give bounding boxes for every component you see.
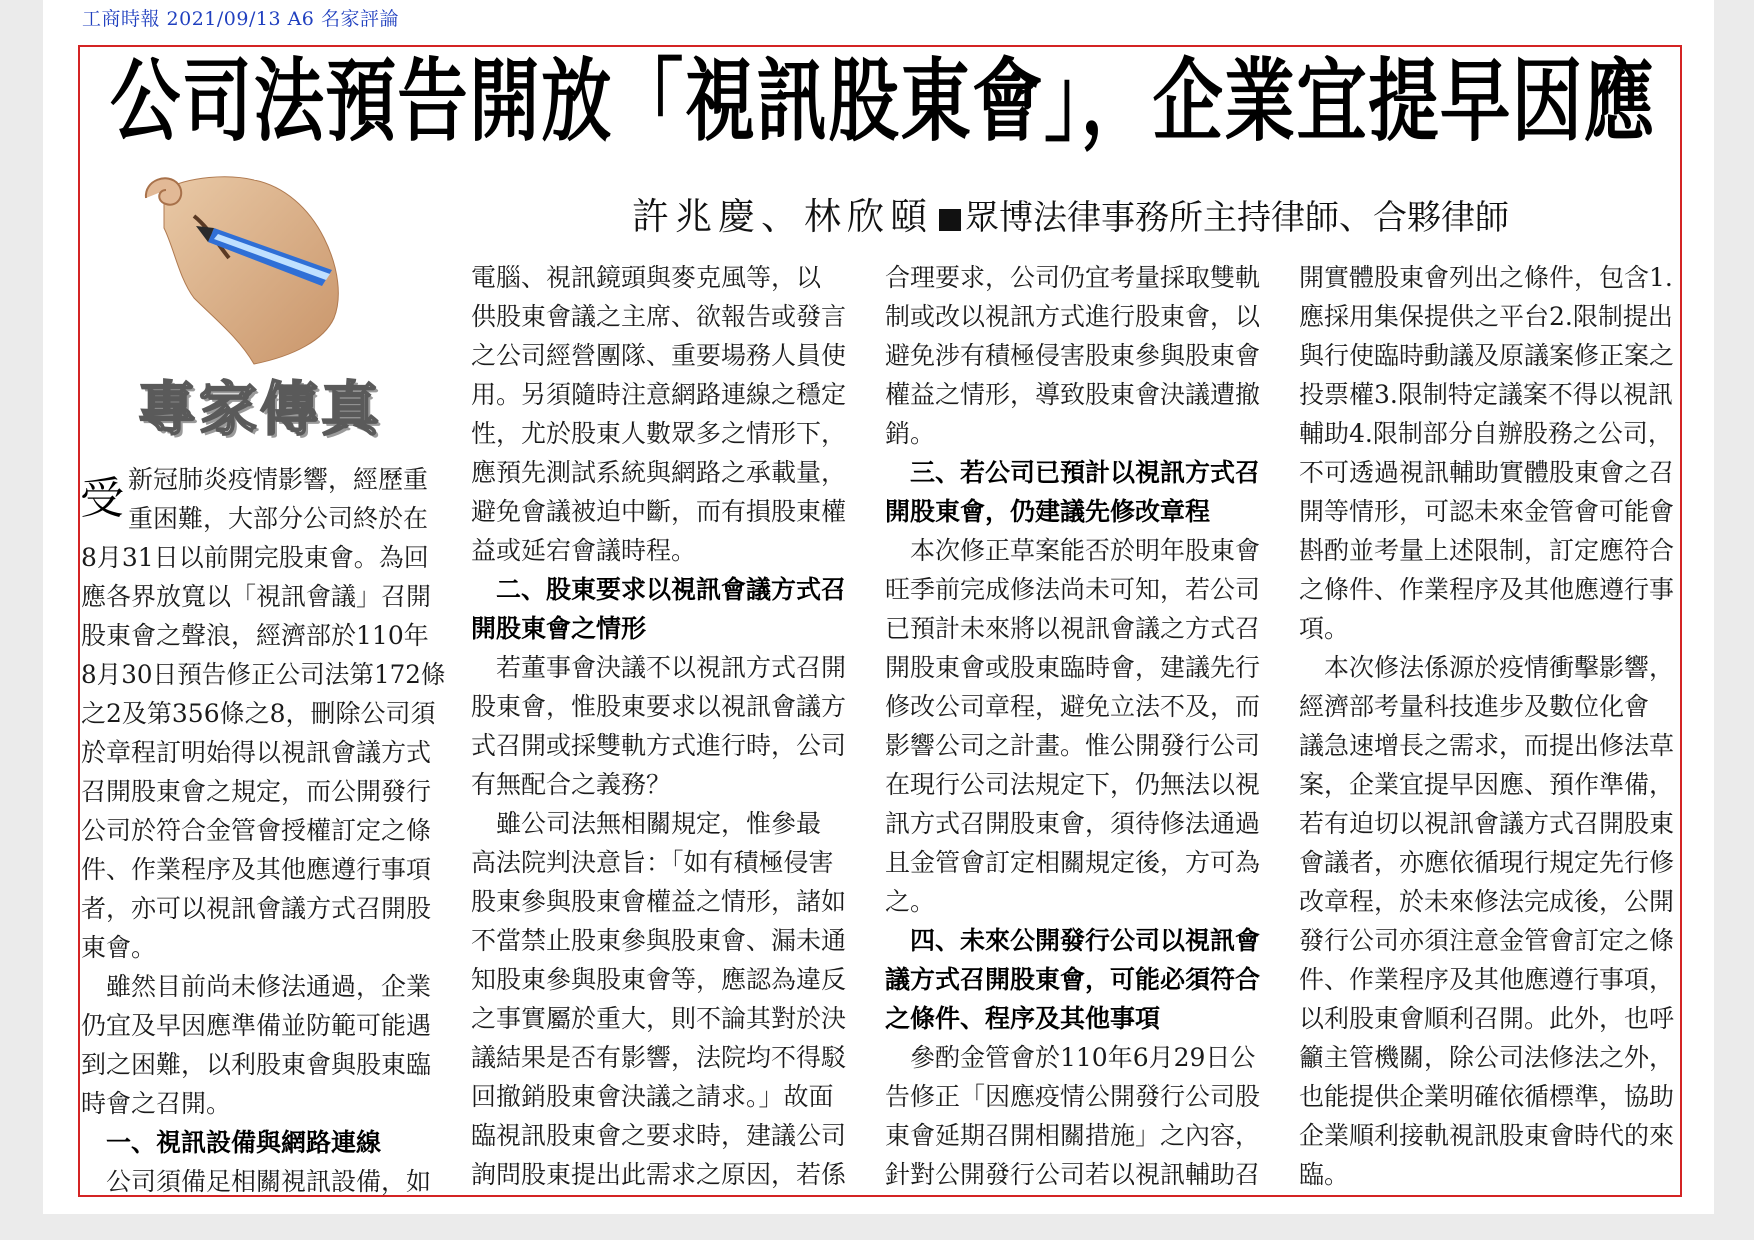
text-line: 開等情形，可認未來金管會可能會 (1299, 497, 1675, 526)
right-gutter (1714, 0, 1754, 1240)
text-line: 電腦、視訊鏡頭與麥克風等，以 (471, 263, 822, 292)
text-line: 制或改以視訊方式進行股東會，以 (885, 302, 1261, 331)
text-line: 以利股東會順利召開。此外，也呼 (1299, 1004, 1675, 1033)
text-line: 籲主管機關，除公司法修法之外， (1299, 1043, 1675, 1072)
text-line: 雖公司法無相關規定，惟參最 (471, 809, 822, 838)
text-line: 議結果是否有影響，法院均不得駁 (471, 1043, 847, 1072)
text-line: 發行公司亦須注意金管會訂定之條 (1299, 926, 1675, 955)
text-line: 於章程訂明始得以視訊會議方式 (81, 738, 432, 767)
text-line: 參酌金管會於110年6月29日公 (885, 1043, 1256, 1072)
text-line: 東會延期召開相關措施」之內容， (885, 1121, 1261, 1150)
text-line: 改章程，於未來修法完成後，公開 (1299, 887, 1675, 916)
text-line: 若董事會決議不以視訊方式召開 (471, 653, 847, 682)
text-line: 輔助4.限制部分自辦股務之公司， (1299, 419, 1673, 448)
scroll-quill-icon (134, 168, 358, 368)
text-line: 項。 (1299, 614, 1350, 643)
text-line: 有無配合之義務？ (471, 770, 672, 799)
text-line: 本次修正草案能否於明年股東會 (885, 536, 1261, 565)
text-line: 應各界放寬以「視訊會議」召開 (81, 582, 432, 611)
text-line: 重困難，大部分公司終於在 (128, 504, 429, 533)
text-line: 益或延宕會議時程。 (471, 536, 697, 565)
text-line: 已預計未來將以視訊會議之方式召 (885, 614, 1261, 643)
section-heading: 開股東會，仍建議先修改章程 (885, 497, 1211, 526)
text-line: 知股東參與股東會等，應認為違反 (471, 965, 847, 994)
text-line: 臨視訊股東會之要求時，建議公司 (471, 1121, 847, 1150)
text-line: 也能提供企業明確依循標準，協助 (1299, 1082, 1675, 1111)
text-line: 之。 (885, 887, 936, 916)
text-line: 東會。 (81, 933, 157, 962)
text-line: 經濟部考量科技進步及數位化會 (1299, 692, 1650, 721)
text-line: 避免涉有積極侵害股東參與股東會 (885, 341, 1261, 370)
text-line: 斟酌並考量上述限制，訂定應符合 (1299, 536, 1675, 565)
bottom-gutter (0, 1214, 1754, 1240)
text-line: 不當禁止股東參與股東會、漏未通 (471, 926, 847, 955)
text-line: 股東會，惟股東要求以視訊會議方 (471, 692, 847, 721)
drop-cap: 受 (80, 473, 124, 524)
text-line: 公司須備足相關視訊設備，如 (81, 1167, 432, 1196)
text-line: 股東會之聲浪，經濟部於110年 (81, 621, 429, 650)
text-line: 者，亦可以視訊會議方式召開股 (81, 894, 432, 923)
text-line: 投票權3.限制特定議案不得以視訊 (1299, 380, 1673, 409)
text-line: 在現行公司法規定下，仍無法以視 (885, 770, 1261, 799)
section-heading: 議方式召開股東會，可能必須符合 (885, 965, 1261, 994)
text-line: 本次修法係源於疫情衝擊影響， (1299, 653, 1675, 682)
text-line: 與行使臨時動議及原議案修正案之 (1299, 341, 1675, 370)
text-line: 會議者，亦應依循現行規定先行修 (1299, 848, 1675, 877)
text-line: 開股東會或股東臨時會，建議先行 (885, 653, 1261, 682)
text-line: 之公司經營團隊、重要場務人員使 (471, 341, 847, 370)
text-line: 新冠肺炎疫情影響，經歷重 (128, 465, 429, 494)
text-line: 開實體股東會列出之條件，包含1. (1299, 263, 1673, 292)
column-brand-logo: 專家傳真 (138, 375, 383, 443)
text-line: 針對公開發行公司若以視訊輔助召 (885, 1160, 1261, 1189)
section-heading: 三、若公司已預計以視訊方式召 (885, 458, 1261, 487)
text-line: 到之困難，以利股東會與股東臨 (81, 1050, 432, 1079)
text-line: 式召開或採雙軌方式進行時，公司 (471, 731, 847, 760)
left-gutter (0, 0, 43, 1240)
text-line: 臨。 (1299, 1160, 1350, 1189)
text-line: 詢問股東提出此需求之原因，若係 (471, 1160, 847, 1189)
text-line: 件、作業程序及其他應遵行事項 (81, 855, 432, 884)
text-line: 公司於符合金管會授權訂定之條 (81, 816, 432, 845)
text-line: 高法院判決意旨：「如有積極侵害 (471, 848, 834, 877)
text-line: 權益之情形，導致股東會決議遭撤 (885, 380, 1261, 409)
section-heading: 之條件、程序及其他事項 (885, 1004, 1161, 1033)
section-heading: 開股東會之情形 (471, 614, 647, 643)
text-line: 應採用集保提供之平台2.限制提出 (1299, 302, 1673, 331)
text-line: 應預先測試系統與網路之承載量， (471, 458, 847, 487)
square-bullet-icon (939, 209, 961, 231)
text-line: 旺季前完成修法尚未可知，若公司 (885, 575, 1261, 604)
text-line: 8月30日預告修正公司法第172條 (81, 660, 446, 689)
text-line: 8月31日以前開完股東會。為回 (81, 543, 429, 572)
text-line: 之條件、作業程序及其他應遵行事 (1299, 575, 1675, 604)
text-line: 議急速增長之需求，而提出修法草 (1299, 731, 1675, 760)
text-line: 且金管會訂定相關規定後，方可為 (885, 848, 1261, 877)
text-line: 召開股東會之規定，而公開發行 (81, 777, 432, 806)
section-heading: 一、視訊設備與網路連線 (81, 1128, 382, 1157)
text-line: 之2及第356條之8，刪除公司須 (81, 699, 436, 728)
text-line: 供股東會議之主席、欲報告或發言 (471, 302, 847, 331)
author-affiliation: 眾博法律事務所主持律師、合夥律師 (965, 198, 1509, 238)
text-line: 修改公司章程，避免立法不及，而 (885, 692, 1261, 721)
text-line: 企業順利接軌視訊股東會時代的來 (1299, 1121, 1675, 1150)
text-line: 之事實屬於重大，則不論其對於決 (471, 1004, 847, 1033)
masthead: 工商時報 2021/09/13 A6 名家評論 (82, 8, 399, 30)
text-line: 訊方式召開股東會，須待修法通過 (885, 809, 1261, 838)
text-line: 時會之召開。 (81, 1089, 232, 1118)
text-line: 性，尤於股東人數眾多之情形下， (471, 419, 847, 448)
text-line: 銷。 (885, 419, 936, 448)
text-line: 件、作業程序及其他應遵行事項， (1299, 965, 1675, 994)
text-line: 案，企業宜提早因應、預作準備， (1299, 770, 1675, 799)
text-line: 仍宜及早因應準備並防範可能遇 (81, 1011, 432, 1040)
headline: 公司法預告開放「視訊股東會」，企業宜提早因應 (110, 49, 1656, 154)
text-line: 股東參與股東會權益之情形，諸如 (471, 887, 847, 916)
byline (632, 186, 1509, 240)
text-line: 合理要求，公司仍宜考量採取雙軌 (885, 263, 1261, 292)
text-line: 雖然目前尚未修法通過，企業 (81, 972, 432, 1001)
section-heading: 四、未來公開發行公司以視訊會 (885, 926, 1261, 955)
text-line: 避免會議被迫中斷，而有損股東權 (471, 497, 847, 526)
text-line: 若有迫切以視訊會議方式召開股東 (1299, 809, 1675, 838)
text-line: 不可透過視訊輔助實體股東會之召 (1299, 458, 1675, 487)
text-line: 用。另須隨時注意網路連線之穩定 (471, 380, 847, 409)
text-line: 告修正「因應疫情公開發行公司股 (885, 1082, 1261, 1111)
text-line: 回撤銷股東會決議之請求。」故面 (471, 1082, 834, 1111)
text-line: 影響公司之計畫。惟公開發行公司 (885, 731, 1261, 760)
author-names: 許兆慶、林欣頤 (632, 195, 933, 238)
section-heading: 二、股東要求以視訊會議方式召 (471, 575, 847, 604)
